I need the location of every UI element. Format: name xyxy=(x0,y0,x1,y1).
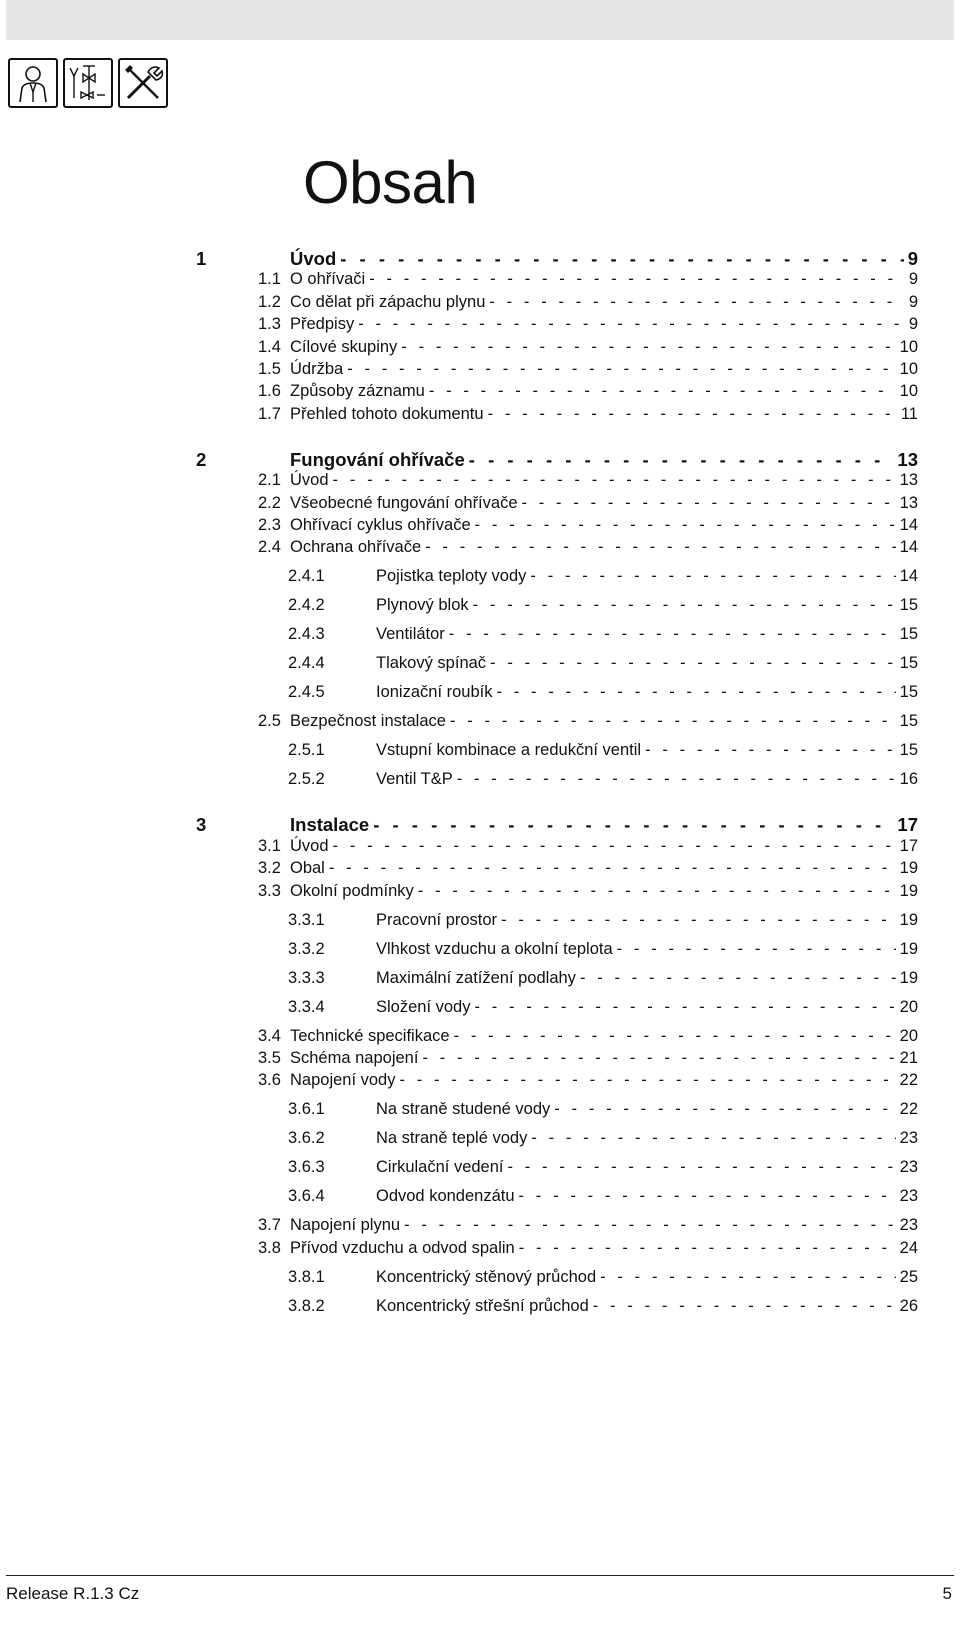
toc-title: Maximální zatížení podlahy xyxy=(376,968,576,987)
toc-title: Údržba xyxy=(290,360,344,378)
toc-title: Plynový blok xyxy=(376,596,469,615)
toc-leader xyxy=(600,1268,896,1287)
toc-leader xyxy=(401,338,895,357)
top-band xyxy=(6,0,954,40)
toc-page-number: 15 xyxy=(899,596,918,615)
toc-section-row[interactable] xyxy=(258,270,918,294)
toc-section-row[interactable] xyxy=(258,493,918,518)
toc-leader xyxy=(475,516,896,535)
toc-page-number: 21 xyxy=(899,1049,918,1067)
toc-leader xyxy=(373,814,893,836)
toc-number: 1.3 xyxy=(258,315,281,334)
toc-title: Ionizační roubík xyxy=(376,683,493,702)
toc-section-row[interactable] xyxy=(258,382,918,406)
toc-leader xyxy=(333,837,896,856)
toc-page-number: 24 xyxy=(899,1238,918,1257)
toc-page-number: 19 xyxy=(899,910,918,929)
toc-section-row[interactable] xyxy=(258,516,918,540)
toc-leader xyxy=(369,270,905,289)
toc-number: 2.4.3 xyxy=(288,625,325,644)
toc-page-number: 19 xyxy=(899,968,918,987)
toc-title: Koncentrický střešní průchod xyxy=(376,1296,589,1315)
toc-chapter-row[interactable] xyxy=(196,814,918,838)
toc-number: 3.8 xyxy=(258,1238,281,1257)
page-title: Obsah xyxy=(303,149,478,216)
toc-page-number: 14 xyxy=(899,516,918,534)
toc-section-row[interactable] xyxy=(258,337,918,362)
toc-section-row[interactable] xyxy=(258,859,918,883)
toc-page-number: 13 xyxy=(899,471,918,490)
toc-page-number: 10 xyxy=(899,337,918,356)
toc-page-number: 15 xyxy=(899,683,918,702)
toc-page-number: 10 xyxy=(899,360,918,378)
toc-title: Ventilátor xyxy=(376,625,445,644)
toc-page-number: 16 xyxy=(899,770,918,789)
toc-title: Pojistka teploty vody xyxy=(376,567,527,586)
toc-leader xyxy=(501,911,896,930)
toc-number: 2.4.1 xyxy=(288,567,325,586)
toc-page-number: 11 xyxy=(900,404,918,423)
toc-number: 1.1 xyxy=(258,270,281,289)
toc-title: Na straně studené vody xyxy=(376,1100,551,1119)
toc-page-number: 14 xyxy=(899,538,918,557)
toc-number: 3.8.1 xyxy=(288,1267,325,1286)
toc-leader xyxy=(347,360,895,379)
toc-page-number: 9 xyxy=(908,270,918,289)
toc-page-number: 23 xyxy=(899,1216,918,1235)
toc-number: 2.5.1 xyxy=(288,741,325,760)
toc-leader xyxy=(450,712,896,731)
toc-number: 3.7 xyxy=(258,1216,281,1235)
toc-leader xyxy=(530,567,895,586)
page-number: 5 xyxy=(942,1584,952,1603)
toc-subsection-row[interactable] xyxy=(288,997,918,1022)
toc-title: Vlhkost vzduchu a okolní teplota xyxy=(376,939,613,958)
toc-number: 2.5.2 xyxy=(288,770,325,789)
toc-leader xyxy=(507,1158,895,1177)
toc-title: Úvod xyxy=(290,471,329,490)
toc-page-number: 15 xyxy=(899,625,918,644)
toc-number: 1.2 xyxy=(258,292,281,311)
toc-subsection-row[interactable] xyxy=(288,1267,918,1292)
toc-title: Fungování ohřívače xyxy=(290,448,465,470)
toc-leader xyxy=(496,683,895,702)
toc-page-number: 26 xyxy=(899,1296,918,1315)
toc-title: Co dělat při zápachu plynu xyxy=(290,292,486,311)
toc-subsection-row[interactable] xyxy=(288,683,918,707)
toc-number: 1.6 xyxy=(258,382,281,401)
toc-subsection-row[interactable] xyxy=(288,968,918,993)
toc-leader xyxy=(429,382,896,401)
toc-page-number: 13 xyxy=(899,493,918,512)
toc-section-row[interactable] xyxy=(258,1071,918,1095)
toc-title: Odvod kondenzátu xyxy=(376,1187,515,1206)
toc-subsection-row[interactable] xyxy=(288,1129,918,1153)
person-icon xyxy=(8,58,58,108)
toc-subsection-row[interactable] xyxy=(288,1158,918,1182)
toc-leader xyxy=(488,405,897,424)
toc-leader xyxy=(531,1129,895,1148)
toc-number: 2.4.5 xyxy=(288,683,325,702)
toc-chapter-row[interactable] xyxy=(196,448,918,473)
toc-leader xyxy=(645,741,896,760)
toc-title: Vstupní kombinace a redukční ventil xyxy=(376,741,642,760)
toc-title: O ohřívači xyxy=(290,270,366,289)
toc-title: Na straně teplé vody xyxy=(376,1129,528,1148)
toc-number: 3.6.3 xyxy=(288,1158,325,1177)
toc-number: 3.6.2 xyxy=(288,1129,325,1148)
toc-title: Napojení vody xyxy=(290,1071,396,1090)
toc-page-number: 14 xyxy=(899,567,918,586)
toc-subsection-row[interactable] xyxy=(288,1100,918,1124)
toc-title: Ochrana ohřívače xyxy=(290,538,422,557)
toc-section-row[interactable] xyxy=(258,360,918,384)
toc-leader xyxy=(519,1239,896,1258)
toc-title: Všeobecné fungování ohřívače xyxy=(290,493,518,512)
toc-title: Tlakový spínač xyxy=(376,654,487,673)
toc-number: 3.6.1 xyxy=(288,1100,325,1119)
toc-number: 3.3.3 xyxy=(288,968,325,987)
toc-leader xyxy=(474,998,895,1017)
toc-subsection-row[interactable] xyxy=(288,596,918,620)
toc-subsection-row[interactable] xyxy=(288,1296,918,1321)
toc-subsection-row[interactable] xyxy=(288,1187,918,1211)
toc-number: 2 xyxy=(196,448,207,470)
tools-icon xyxy=(118,58,168,108)
toc-section-row[interactable] xyxy=(258,881,918,906)
toc-leader xyxy=(490,654,896,673)
toc-title: Způsoby záznamu xyxy=(290,382,425,401)
toc-number: 1.5 xyxy=(258,360,281,378)
toc-title: Cirkulační vedení xyxy=(376,1158,504,1177)
toc-leader xyxy=(489,293,904,312)
toc-page-number: 15 xyxy=(899,654,918,673)
toc-leader xyxy=(400,1071,896,1090)
toc-section-row[interactable] xyxy=(258,315,918,339)
toc-page-number: 15 xyxy=(899,741,918,760)
toc-title: Instalace xyxy=(290,814,370,836)
toc-page-number: 20 xyxy=(899,1026,918,1045)
toc-number: 3.8.2 xyxy=(288,1296,325,1315)
toc-number: 2.4.4 xyxy=(288,654,325,673)
toc-title: Technické specifikace xyxy=(290,1026,450,1045)
toc-section-row[interactable] xyxy=(258,404,918,429)
toc-number: 3.2 xyxy=(258,859,281,878)
toc-subsection-row[interactable] xyxy=(288,741,918,765)
toc-title: Složení vody xyxy=(376,997,471,1016)
toc-leader xyxy=(358,315,905,334)
toc-leader xyxy=(333,471,896,490)
toc-title: Přívod vzduchu a odvod spalin xyxy=(290,1238,515,1257)
toc-page-number: 9 xyxy=(908,292,918,311)
toc-subsection-row[interactable] xyxy=(288,910,918,935)
toc-leader xyxy=(329,859,896,878)
toc-page-number: 9 xyxy=(907,248,918,269)
toc-number: 3.3.1 xyxy=(288,910,325,929)
toc-number: 3.4 xyxy=(258,1026,281,1045)
toc-page-number: 19 xyxy=(899,881,918,900)
toc-section-row[interactable] xyxy=(258,836,918,861)
toc-section-row[interactable] xyxy=(258,538,918,562)
toc-section-row[interactable] xyxy=(258,1049,918,1073)
toc-number: 3.3 xyxy=(258,881,281,900)
toc-leader xyxy=(418,882,896,901)
toc-number: 2.4.2 xyxy=(288,596,325,615)
footer-rule xyxy=(6,1575,954,1576)
toc-number: 2.1 xyxy=(258,471,281,490)
toc-leader xyxy=(554,1100,895,1119)
toc-leader xyxy=(404,1216,896,1235)
toc-section-row[interactable] xyxy=(258,1238,918,1263)
release-label: Release R.1.3 Cz xyxy=(6,1584,140,1603)
toc-page-number: 20 xyxy=(899,997,918,1016)
toc-section-row[interactable] xyxy=(258,292,918,317)
toc-section-row[interactable] xyxy=(258,712,918,736)
toc-subsection-row[interactable] xyxy=(288,654,918,678)
toc-page-number: 13 xyxy=(897,448,918,470)
toc-leader xyxy=(519,1187,896,1206)
toc-title: Obal xyxy=(290,859,325,878)
toc-title: Ventil T&P xyxy=(376,770,453,789)
toc-number: 3.6 xyxy=(258,1071,281,1090)
toc-title: Pracovní prostor xyxy=(376,910,498,929)
toc-number: 1.4 xyxy=(258,337,281,356)
toc-leader xyxy=(617,940,896,959)
toc-leader xyxy=(593,1297,896,1316)
toc-section-row[interactable] xyxy=(258,1216,918,1240)
toc-page-number: 23 xyxy=(899,1187,918,1206)
toc-title: Napojení plynu xyxy=(290,1216,401,1235)
toc-leader xyxy=(422,1049,895,1068)
toc-leader xyxy=(473,596,896,615)
toc-page-number: 23 xyxy=(899,1158,918,1177)
toc-leader xyxy=(522,494,896,513)
toc-number: 3.5 xyxy=(258,1049,281,1067)
toc-page-number: 9 xyxy=(908,315,918,334)
toc-page-number: 19 xyxy=(899,859,918,878)
toc-title: Schéma napojení xyxy=(290,1049,419,1067)
toc-section-row[interactable] xyxy=(258,471,918,495)
toc-subsection-row[interactable] xyxy=(288,770,918,794)
toc-number: 2.4 xyxy=(258,538,281,557)
toc-page-number: 17 xyxy=(897,814,918,836)
toc-page-number: 22 xyxy=(899,1100,918,1119)
toc-leader xyxy=(340,248,903,270)
toc-title: Úvod xyxy=(290,836,329,855)
toc-leader xyxy=(580,969,896,988)
toc-page-number: 22 xyxy=(899,1071,918,1090)
toc-number: 3.6.4 xyxy=(288,1187,325,1206)
toc-title: Koncentrický stěnový průchod xyxy=(376,1267,597,1286)
toc-title: Přehled tohoto dokumentu xyxy=(290,404,484,423)
toc-chapter-row[interactable] xyxy=(196,248,918,272)
toc-title: Cílové skupiny xyxy=(290,337,398,356)
toc-leader xyxy=(425,538,895,557)
toc-title: Okolní podmínky xyxy=(290,881,414,900)
toc-section-row[interactable] xyxy=(258,1026,918,1051)
toc-number: 3.3.2 xyxy=(288,939,325,958)
toc-leader xyxy=(449,625,896,644)
toc-number: 2.3 xyxy=(258,516,281,534)
toc-leader xyxy=(469,449,894,471)
toc-number: 1.7 xyxy=(258,404,281,423)
toc-number: 2.5 xyxy=(258,712,281,731)
toc-number: 3.3.4 xyxy=(288,997,325,1016)
toc-leader xyxy=(457,770,896,789)
toc-number: 3.1 xyxy=(258,836,281,855)
toc-page-number: 25 xyxy=(899,1267,918,1286)
toc-subsection-row[interactable] xyxy=(288,939,918,964)
toc-number: 2.2 xyxy=(258,493,281,512)
toc-number: 1 xyxy=(196,248,207,269)
audience-icons xyxy=(8,58,168,108)
toc-page-number: 15 xyxy=(899,712,918,731)
toc-subsection-row[interactable] xyxy=(288,625,918,649)
gas-valve-schematic-icon xyxy=(63,58,113,108)
toc-title: Bezpečnost instalace xyxy=(290,712,446,731)
toc-title: Úvod xyxy=(290,248,337,269)
toc-title: Ohřívací cyklus ohřívače xyxy=(290,516,471,534)
toc-page-number: 19 xyxy=(899,939,918,958)
toc-title: Předpisy xyxy=(290,315,355,334)
toc-page-number: 23 xyxy=(899,1129,918,1148)
toc-subsection-row[interactable] xyxy=(288,567,918,591)
toc-page-number: 10 xyxy=(899,382,918,401)
toc-leader xyxy=(454,1027,896,1046)
toc-page-number: 17 xyxy=(899,836,918,855)
toc-number: 3 xyxy=(196,814,207,836)
